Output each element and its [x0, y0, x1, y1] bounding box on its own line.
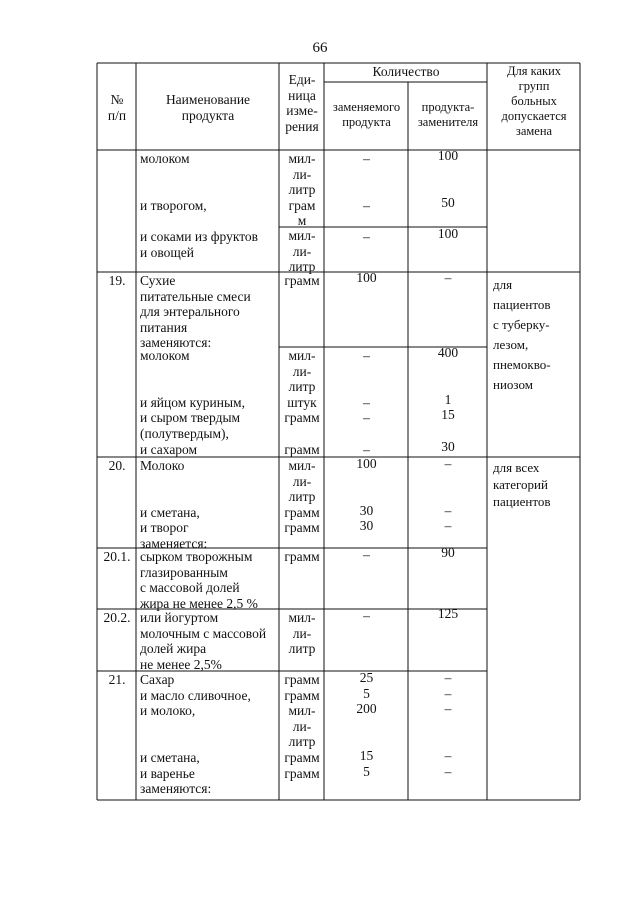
cont-substitute-2: 50	[441, 194, 455, 210]
row-20-2-unit: мил- ли- литр	[288, 610, 316, 657]
header-substitute-product: продукта- заменителя	[417, 100, 479, 129]
row-19-name: Сухие питательные смеси для энтерального питания заменяются:	[140, 273, 251, 351]
cont-substitute-1: 100	[437, 148, 459, 163]
row-20-substitute: – – –	[444, 456, 452, 534]
row-19-sub-units: мил- ли- литр штук грамм грамм	[284, 348, 320, 457]
row-20-unit: мил- ли- литр грамм грамм	[284, 458, 320, 536]
row-19-groups: для пациентов с туберку- лезом, пнемокво- ниозом	[493, 277, 551, 392]
row-19-sub-names: молоком и яйцом куриным, и сыром твердым (полутвердым), и сахаром	[140, 348, 245, 457]
row-21-replaced: 25 5 200 15 5	[356, 670, 377, 779]
header-unit: Еди- ница изме- рения	[285, 72, 319, 134]
row-19-sub-substitute: 400 1 15 30	[437, 345, 459, 454]
row-20-1-name: сырком творожным глазированным с массовой долей жира не менее 2,5 %	[140, 549, 258, 611]
row-20-2-name: или йогуртом молочным с массовой долей жира не менее 2,5%	[140, 610, 267, 672]
row-20-2-substitute: 125	[437, 606, 459, 621]
row-19-substitute: –	[444, 270, 452, 285]
row-21-unit: грамм грамм мил- ли- литр грамм грамм	[284, 672, 320, 781]
header-quantity: Количество	[372, 64, 440, 79]
cont-unit-1: мил- ли- литр грам м	[288, 151, 316, 229]
row-20-2-replaced: –	[363, 608, 370, 623]
row-20-name: Молоко и сметана, и творог заменяется:	[140, 458, 208, 551]
row-19-unit: грамм	[284, 273, 320, 288]
row-21-name: Сахар и масло сливочное, и молоко, и сметана, и варенье заменяются:	[140, 672, 251, 797]
cont-substitute-3: 100	[437, 225, 459, 241]
header-number: № п/п	[107, 92, 127, 123]
cont-name-juices: и соками из фруктов и овощей	[140, 228, 259, 260]
row-19-number: 19.	[108, 273, 126, 288]
cont-replaced-3: –	[363, 228, 370, 244]
row-21-number: 21.	[108, 672, 126, 687]
cont-name-cottage: и творогом,	[140, 197, 207, 213]
cont-replaced-2: –	[363, 197, 370, 213]
row-21-substitute: – – – – –	[444, 670, 452, 779]
row-20-1-replaced: –	[363, 547, 370, 562]
cont-name-milk: молоком	[140, 151, 190, 166]
cont-unit-2: мил- ли- литр	[288, 228, 316, 275]
row-19-replaced: 100	[356, 270, 377, 285]
row-20-1-unit: грамм	[284, 549, 320, 564]
header-patient-groups: Для каких групп больных допускается замена	[501, 64, 567, 138]
row-20-number: 20.	[108, 458, 126, 473]
row-20-replaced: 100 30 30	[356, 456, 377, 534]
header-replaced-product: заменяемого продукта	[332, 100, 401, 129]
header-product-name: Наименование продукта	[165, 92, 251, 123]
row-20-2-number: 20.2.	[103, 610, 131, 625]
cont-replaced-1: –	[363, 151, 370, 166]
row-20-groups: для всех категорий пациентов	[493, 460, 551, 509]
row-19-sub-replaced: – – – –	[363, 348, 370, 457]
row-20-1-number: 20.1.	[103, 549, 131, 564]
row-20-1-substitute: 90	[441, 545, 455, 560]
page-number: 66	[312, 40, 328, 56]
